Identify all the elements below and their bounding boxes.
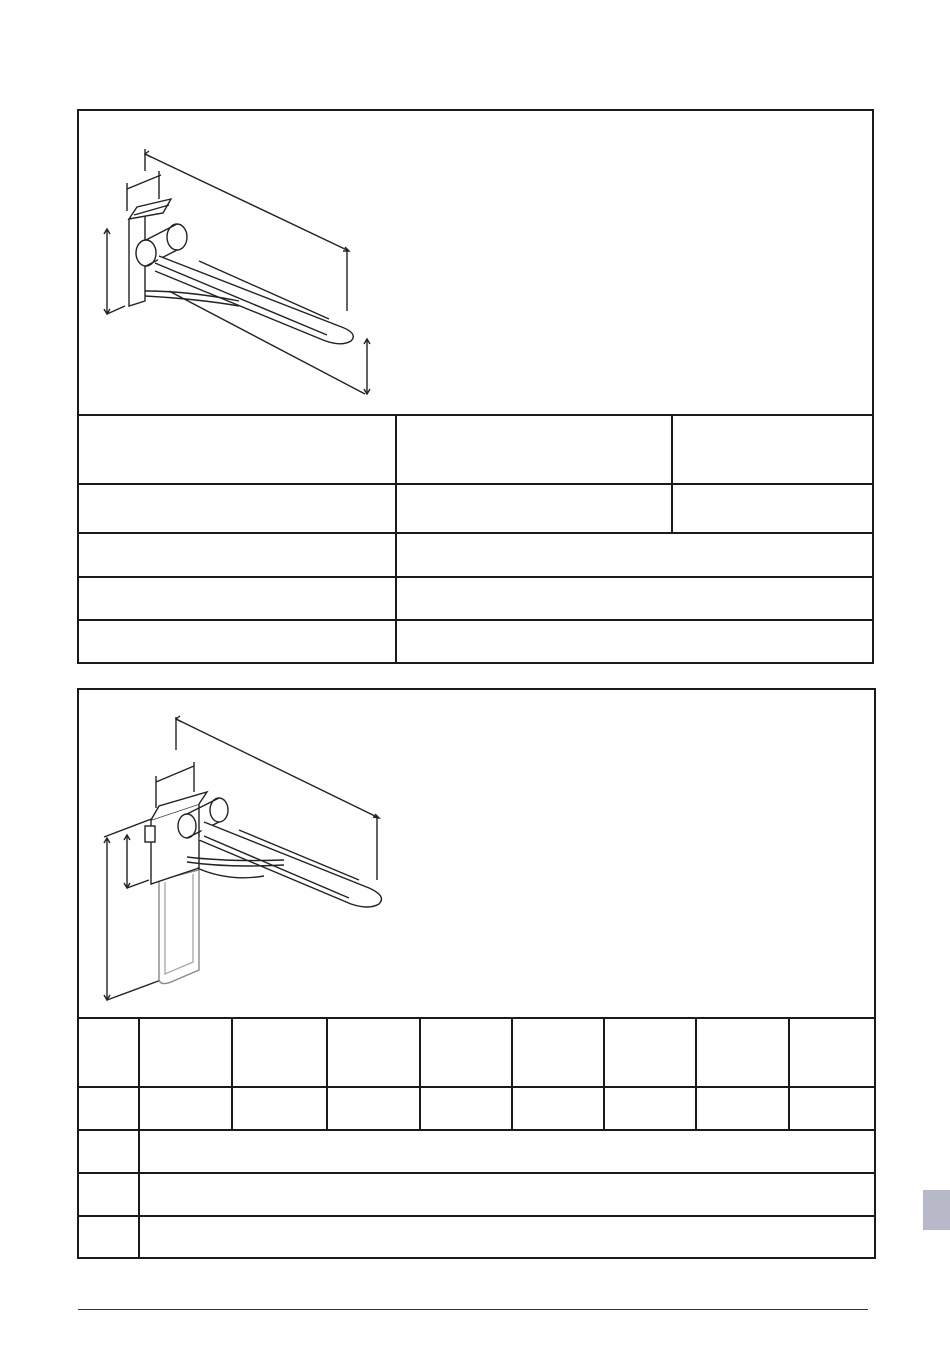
- table-rule: [77, 1129, 876, 1131]
- fold-up-support-rail-icon: [79, 111, 399, 411]
- product-panel-2: [77, 688, 876, 1259]
- table-rule: [77, 1017, 876, 1019]
- table-divider: [326, 1017, 328, 1129]
- table-divider: [419, 1017, 421, 1129]
- footer-rule: [78, 1309, 868, 1310]
- table-divider: [395, 414, 397, 662]
- table-divider: [511, 1017, 513, 1129]
- table-divider: [671, 414, 673, 532]
- table-rule: [77, 1215, 876, 1217]
- table-rule: [77, 1172, 876, 1174]
- product-panel-1: [77, 109, 874, 664]
- table-rule: [77, 483, 874, 485]
- table-rule: [77, 619, 874, 621]
- table-divider: [695, 1017, 697, 1129]
- section-tab[interactable]: [923, 1190, 950, 1230]
- fold-up-support-rail-with-mounting-plate-icon: [79, 690, 409, 1010]
- table-rule: [77, 532, 874, 534]
- table-divider: [138, 1017, 140, 1257]
- table-rule: [77, 414, 874, 416]
- table-rule: [77, 576, 874, 578]
- table-divider: [788, 1017, 790, 1129]
- table-divider: [603, 1017, 605, 1129]
- table-divider: [231, 1017, 233, 1129]
- table-rule: [77, 1086, 876, 1088]
